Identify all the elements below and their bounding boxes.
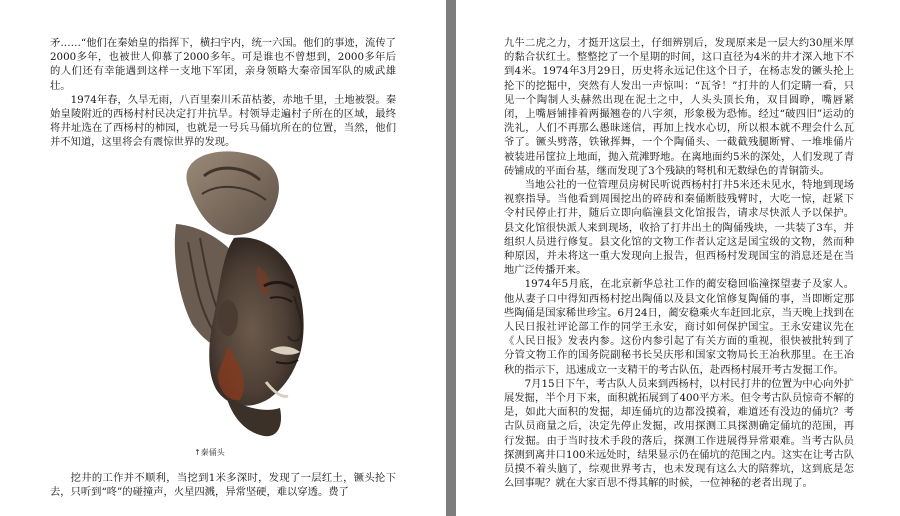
book-gutter — [446, 0, 456, 516]
paragraph: 当地公社的一位管理员房树民听说西杨村打井5米还未见水，特地到现场视察指导。当他看到周围挖出的碎砖和秦俑断肢残臂时，大吃一惊，赶紧下令村民停止打井，随后立即向临潼县文化馆报告，请求尽快派人予以保护。县文化馆很快派人来到现场，收拾了打井出土的陶俑残块，一共装了3车，并组织人员进行修复。县文化馆的文物工作者认定这是国宝级的文物，然而种种原因，并未将这一重大发现向上报告，但西杨村发现国宝的消息还是在当地广泛传播开来。 — [504, 179, 854, 277]
paragraph: 1974年5月底，在北京新华总社工作的蔺安稳回临潼探望妻子及家人。他从妻子口中得知西杨村挖出陶俑以及县文化馆修复陶俑的事，当即断定那些陶俑是国家稀世珍宝。6月24日，蔺安稳乘火车赶回北京，当天晚上找到在人民日报社评论部工作的同学王永安，商讨如何保护国宝。王永安建议先在《人民日报》发表内参。这份内参引起了有关方面的重视，很快被批转到了分管文物工作的国务院副秘书长吴庆彤和国家文物局长王冶秋那里。在王冶秋的指示下，迅速成立一支精干的考古队伍，赴西杨村展开考古发掘工作。 — [504, 278, 854, 376]
right-page — [456, 0, 900, 516]
left-page — [0, 0, 446, 516]
right-page-text — [504, 36, 854, 491]
left-page-text — [50, 36, 396, 150]
paragraph: 矛……“他们在秦始皇的指挥下，横扫宇内，统一六国。他们的事迹，流传了2000多年，也被世人仰慕了2000多年。可是谁也不曾想到，2000多年后的人们还有幸能遇到这样一支地下军团，亲身领略大秦帝国军队的威武雄壮。 — [50, 37, 396, 92]
figure-caption: ↑秦俑头 — [194, 448, 225, 457]
paragraph: 7月15日下午，考古队人员来到西杨村，以村民打井的位置为中心向外扩展发掘，半个月下来，面积就拓展到了400平方米。但令考古队员惊奇不解的是，如此大面积的发掘，却连俑坑的边都没摸着，难道还有没边的俑坑？考古队员商量之后，决定先停止发掘，改用探测工具探测确定俑坑的范围，再行发掘。由于当时技术手段的落后，探测工作进展得异常艰难。当考古队员探测到离井口100米远处时，结果显示仍在俑坑的范围之内。这实在让考古队员摸不着头脑了，综观世界考古，也未发现有这么大的陪葬坑，这到底是怎么回事呢？就在大家百思不得其解的时候，一位神秘的老者出现了。 — [504, 377, 854, 490]
terracotta-warrior-head-photo — [148, 146, 312, 440]
paragraph: 九牛二虎之力，才挺开这层土，仔细辨别后，发现原来是一层大约30厘米厚的黏合状红土。整整挖了一个星期的时间，这口直径为4米的井才深入地下不到4米。1974年3月29日，历史将永远记住这个日子，在杨志发的镢头抡上抡下的挖掘中，突然有人发出一声惊叫：“瓦爷！”打井的人们定睛一看，只见一个陶制人头赫然出现在泥土之中，人头头顶长角，双目圆睁，嘴唇紧闭，上嘴唇铺排着两撮翘卷的八字须，形象极为恐怖。经过“破四旧”运动的洗礼，人们不再那么愚昧迷信，再加上找水心切，所以根本就不理会什么瓦爷了。镢头劈落，铁锹挥舞，一个个陶俑头、一截截残腿断臂、一堆堆俑片被装进吊筐拉上地面，抛入荒滩野地。在离地面约5米的深处，人们发现了青砖铺成的平面台基，继而发现了3个残缺的弩机和无数绿色的青铜箭头。 — [504, 37, 854, 177]
paragraph: 挖井的工作并不顺利，当挖到1米多深时，发现了一层红土，镢头抡下去，只听到“咚”的碰撞声，火星四溅，异常坚硬，难以穿透。费了 — [50, 472, 396, 499]
left-page-bottom-text — [50, 471, 396, 499]
paragraph: 1974年春，久旱无雨，八百里秦川禾苗枯萎，赤地千里，土地被裂。秦始皇陵附近的西杨村村民决定打井抗旱。村领导走遍村子所在的区域，最终将井址选在了西杨村的柿园，也就是一号兵马俑坑所在的位置，当然，他们并不知道，这里将会有震惊世界的发现。 — [50, 93, 396, 149]
